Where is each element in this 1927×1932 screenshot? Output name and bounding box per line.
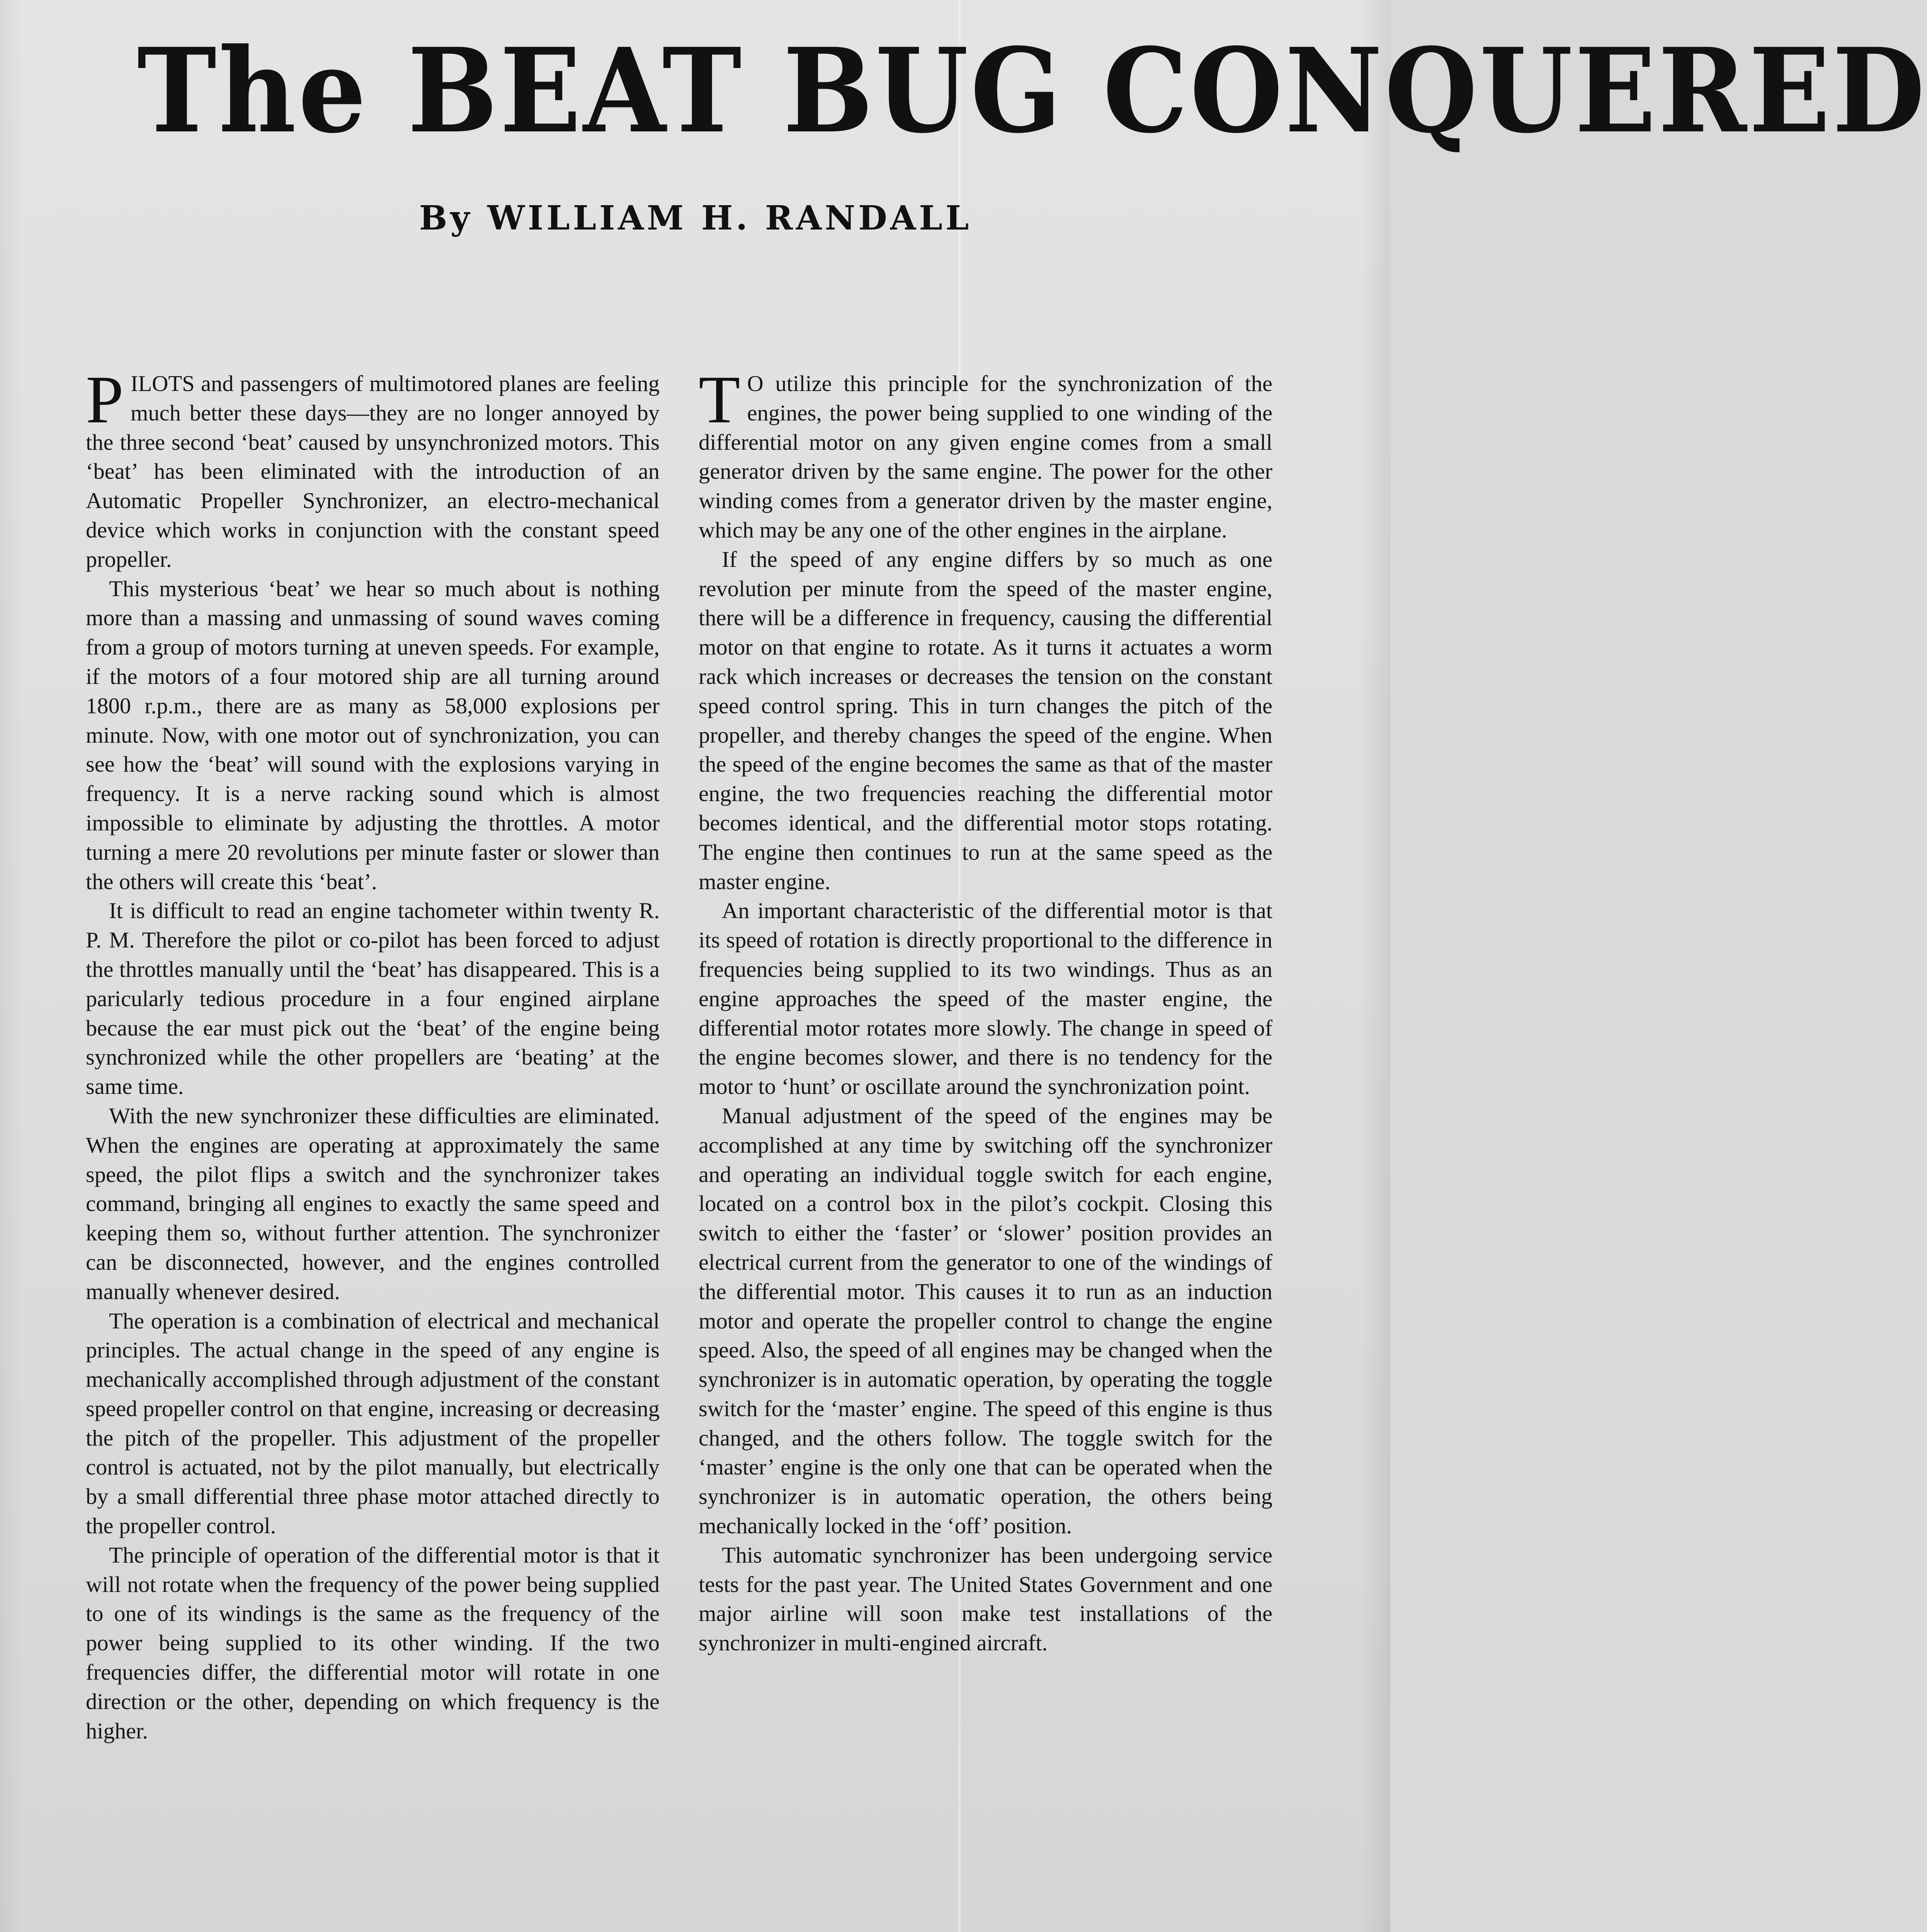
- drop-cap: P: [86, 362, 124, 437]
- paragraph: [86, 362, 660, 574]
- paragraph: If the speed of any engine differs by so much as one revolution per minute from the speed of the master engine, there will be a difference in frequency, causing the differential motor on that engine to rotate. As it turns it actuates a worm rack which increases or decreases the tension on the constant speed control spring. This in turn changes the pitch of the propeller, and thereby changes the speed of the engine. When the speed of the engine becomes the same as that of the master engine, the two frequencies reaching the differential motor becomes identical, and the differential motor stops rotating. The engine then continues to run at the same speed as the master engine.: [699, 546, 1272, 894]
- paragraph: This mysterious ‘beat’ we hear so much about is nothing more than a massing and unmassing of sound waves coming from a group of motors turning at uneven speeds. For example, if the motors of a four motored ship are all turning around 1800 r.p.m., there are as many as 58,000 explosions per minute. Now, with one motor out of synchronization, you can see how the ‘beat’ will sound with the explosions varying in frequency. It is a nerve racking sound which is almost impossible to eliminate by adjusting the throttles. A motor turning a mere 20 revolutions per minute faster or slower than the others will create this ‘beat’.: [86, 576, 660, 894]
- paragraph: The principle of operation of the differential motor is that it will not rotate when the frequency of the power being supplied to one of its windings is the same as the frequency of the power being supplied to its other winding. If the two frequencies differ, the differential motor will rotate in one direction or the other, depending on which frequency is the higher.: [86, 1542, 660, 1743]
- right-column: [699, 362, 1272, 1658]
- drop-cap: T: [699, 362, 740, 437]
- paragraph: Manual adjustment of the speed of the engines may be accomplished at any time by switching off the synchronizer and operating an individual toggle switch for each engine, located on a control box in the pilot’s cockpit. Closing this switch to either the ‘faster’ or ‘slower’ position provides an electrical current from the generator to one of the windings of the differential motor. This causes it to run as an induction motor and operate the propeller control to change the engine speed. Also, the speed of all engines may be changed when the synchronizer is in automatic operation, by operating the toggle switch for the ‘master’ engine. The speed of this engine is thus changed, and the others follow. The toggle switch for the ‘master’ engine is the only one that can be operated when the synchronizer is in automatic operation, the others being mechanically locked in the ‘off’ position.: [699, 1103, 1272, 1539]
- paragraph: With the new synchronizer these difficulties are eliminated. When the engines are operating at approximately the same speed, the pilot flips a switch and the synchronizer takes command, bringing all engines to exactly the same speed and keeping them so, without further attention. The synchronizer can be disconnected, however, and the engines controlled manually whenever desired.: [86, 1103, 660, 1304]
- paragraph-text: ILOTS and passengers of multimotored planes are feeling much better these days—they are no longer annoyed by the three second ‘beat’ caused by unsynchronized motors. This ‘beat’ has been eliminated with the introduction of an Automatic Propeller Synchronizer, an electro-mechanical device which works in conjunction with the constant speed propeller.: [86, 371, 660, 572]
- paragraph-text: O utilize this principle for the synchronization of the engines, the power being supplied to one winding of the differential motor on any given engine comes from a small generator driven by the same engine. The power for the other winding comes from a generator driven by the master engine, which may be any one of the other engines in the airplane.: [699, 371, 1272, 543]
- paragraph: The operation is a combination of electrical and mechanical principles. The actual change in the speed of any engine is mechanically accomplished through adjustment of the constant speed propeller control on that engine, increasing or decreasing the pitch of the propeller. This adjustment of the propeller control is actuated, not by the pilot manually, but electrically by a small differential three phase motor attached directly to the propeller control.: [86, 1308, 660, 1539]
- paragraph: An important characteristic of the differential motor is that its speed of rotation is directly proportional to the difference in frequencies being supplied to its two windings. Thus as an engine approaches the speed of the master engine, the differential motor rotates more slowly. The change in speed of the engine becomes slower, and there is no tendency for the motor to ‘hunt’ or oscillate around the synchronization point.: [699, 898, 1272, 1099]
- article-title: The BEAT BUG CONQUERED: [137, 22, 1927, 159]
- paragraph: This automatic synchronizer has been undergoing service tests for the past year. The United States Government and one major airline will soon make test installations of the synchronizer in multi-engined aircraft.: [699, 1542, 1272, 1656]
- paragraph: It is difficult to read an engine tachometer within twenty R. P. M. Therefore the pilot or co-pilot has been forced to adjust the throttles manually until the ‘beat’ has disappeared. This is a paricularly tedious procedure in a four engined airplane because the ear must pick out the ‘beat’ of the engine being synchronized while the other propellers are ‘beating’ at the same time.: [86, 898, 660, 1099]
- left-column: [86, 362, 660, 1745]
- paragraph: [699, 362, 1272, 545]
- article-byline: By WILLIAM H. RANDALL: [419, 199, 972, 238]
